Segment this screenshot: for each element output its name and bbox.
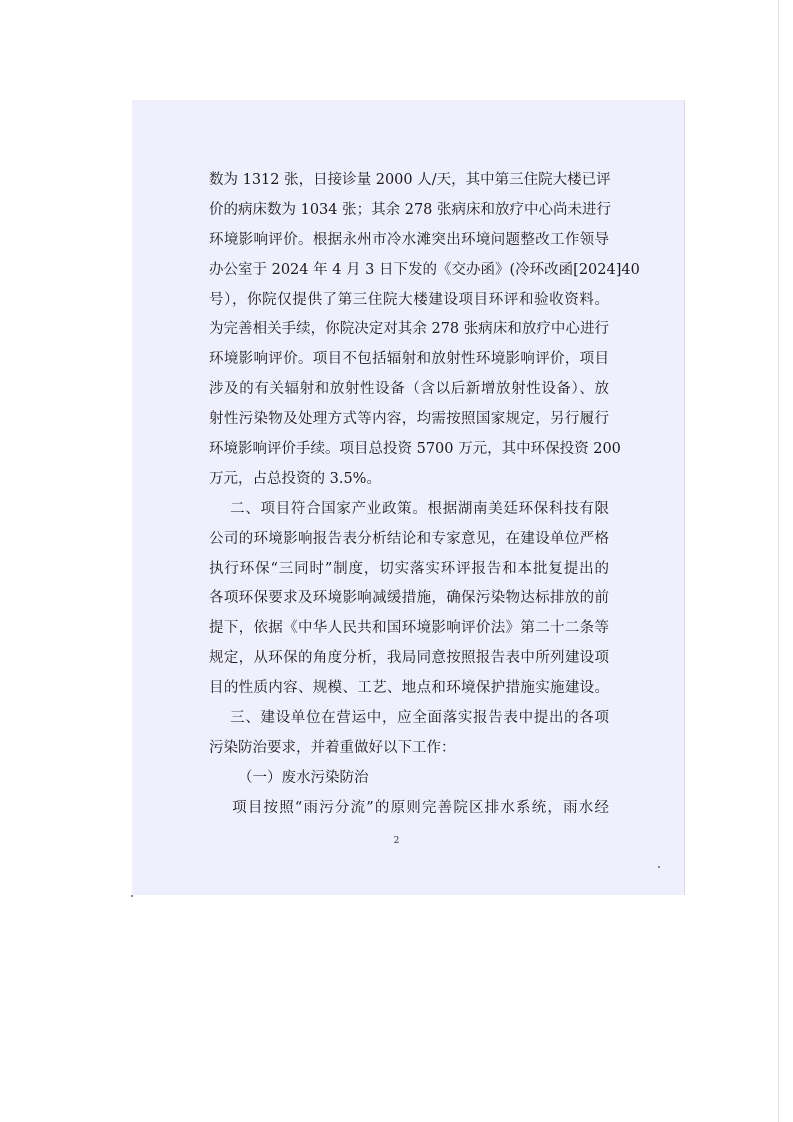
text-line: 目的性质内容、规模、工艺、地点和环境保护措施实施建设。 <box>209 680 609 697</box>
paragraph-start-line: 项目按照“雨污分流”的原则完善院区排水系统，雨水经 <box>209 799 609 816</box>
scan-speck <box>131 895 133 897</box>
text-line: 涉及的有关辐射和放射性设备（含以后新增放射性设备）、放 <box>209 381 609 398</box>
text-line: 公司的环境影响报告表分析结论和专家意见，在建设单位严格 <box>209 530 609 547</box>
text-line: 污染防治要求，并着重做好以下工作： <box>209 739 456 756</box>
text-line: 各项环保要求及环境影响减缓措施，确保污染物达标排放的前 <box>209 590 609 607</box>
paragraph-start-line: 三、建设单位在营运中，应全面落实报告表中提出的各项 <box>209 710 609 727</box>
section-heading: （一）废水污染防治 <box>238 769 369 786</box>
text-line: 提下，依据《中华人民共和国环境影响评价法》第二十二条等 <box>209 620 609 637</box>
text-line: 万元，占总投资的 3.5%。 <box>209 470 381 487</box>
text-line: 环境影响评价手续。项目总投资 5700 万元，其中环保投资 200 <box>209 441 621 458</box>
page-edge-divider <box>684 100 685 895</box>
document-body <box>209 166 640 824</box>
text-line: 执行环保“三同时”制度，切实落实环评报告和本批复提出的 <box>209 560 609 577</box>
text-line: 办公室于 2024 年 4 月 3 日下发的《交办函》(冷环改函[2024]40 <box>209 261 640 278</box>
scan-speck <box>658 866 660 868</box>
text-line: 号），你院仅提供了第三住院大楼建设项目环评和验收资料。 <box>209 291 609 308</box>
text-line: 环境影响评价。项目不包括辐射和放射性环境影响评价，项目 <box>209 351 609 368</box>
text-line: 价的病床数为 1034 张；其余 278 张病床和放疗中心尚未进行 <box>209 201 612 218</box>
text-line: 环境影响评价。根据永州市冷水滩突出环境问题整改工作领导 <box>209 231 609 248</box>
text-line: 数为 1312 张，日接诊量 2000 人/天，其中第三住院大楼已评 <box>209 172 611 188</box>
paragraph-start-line: 二、项目符合国家产业政策。根据湖南美廷环保科技有限 <box>209 500 609 517</box>
page-number: 2 <box>393 836 400 846</box>
text-line: 规定，从环保的角度分析，我局同意按照报告表中所列建设项 <box>209 650 609 667</box>
text-line: 射性污染物及处理方式等内容，均需按照国家规定，另行履行 <box>209 411 609 428</box>
text-line: 为完善相关手续，你院决定对其余 278 张病床和放疗中心进行 <box>209 321 609 338</box>
scan-border-divider <box>778 0 779 1122</box>
